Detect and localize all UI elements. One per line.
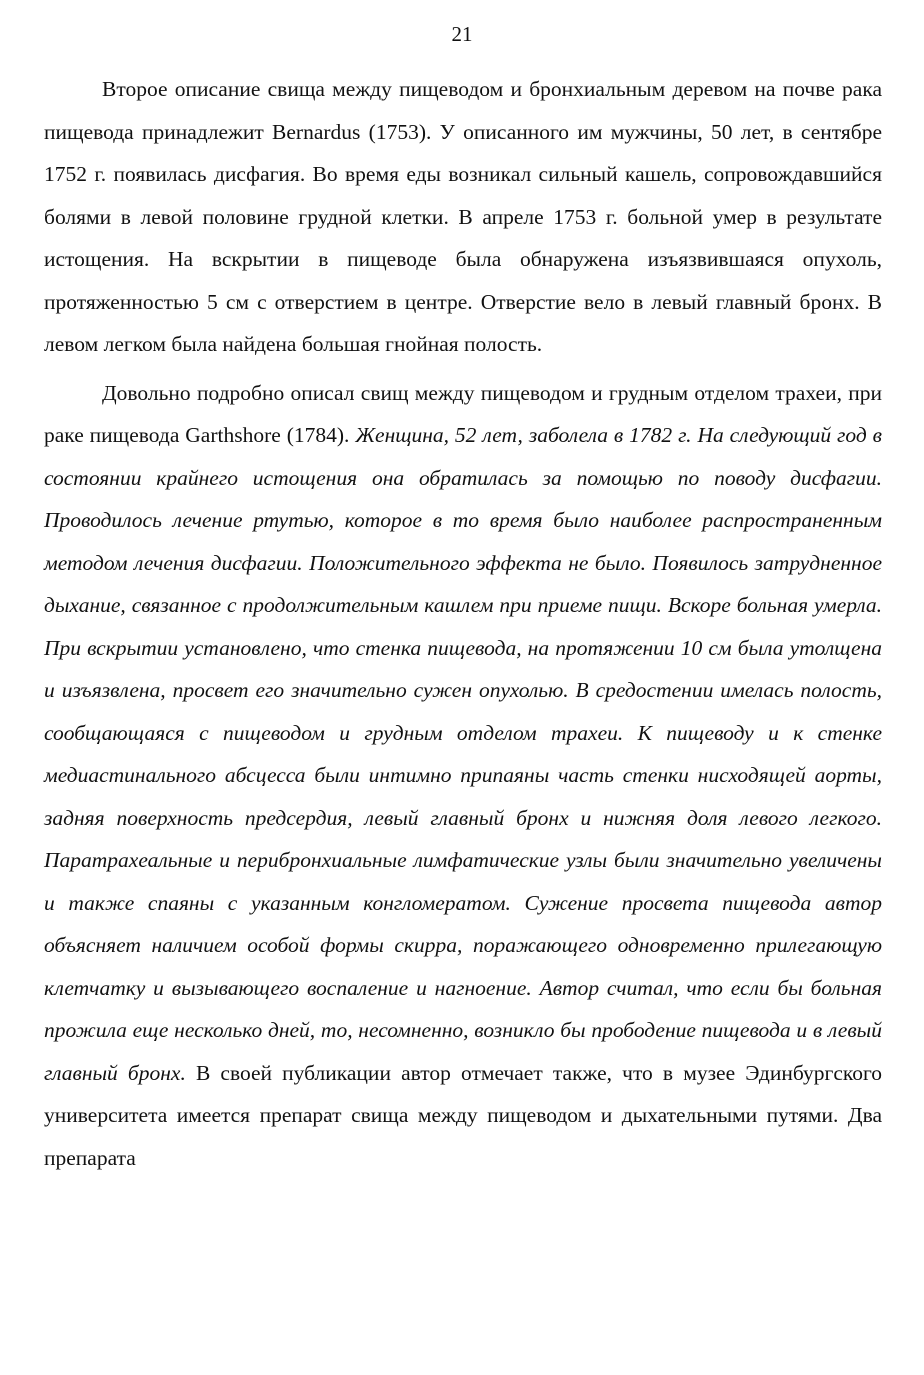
- paragraph-text: Довольно подробно описал свищ между пищеводом и грудным отделом трахеи, при раке пищевода Garthshore (1784).: [44, 380, 882, 447]
- paragraph-text: Второе описание свища между пищеводом и бронхиальным деревом на почве рака пищевода принадлежит Bernardus (1753). У описанного им мужчины, 50 лет, в сентябре 1752 г. появилась дисфагия. Во время еды возникал сильный кашель, сопровождавшийся болями в левой половине грудной клетки. В апреле 1753 г. больной умер в результате истощения. На вскрытии в пищеводе была обнаружена изъязвившаяся опухоль, протяженностью 5 см с отверстием в центре. Отверстие вело в левый главный бронх. В левом легком была найдена большая гнойная полость.: [44, 77, 882, 356]
- page-number: 21: [451, 22, 473, 46]
- paragraph-bernardus: [44, 68, 882, 366]
- case-description-italic: Женщина, 52 лет, заболела в 1782 г. На следующий год в состоянии крайнего истощения она обратилась за помощью по поводу дисфагии. Проводилось лечение ртутью, которое в то время было наиболее распространенным методом лечения дисфагии. Положительного эффекта не было. Появилось затрудненное дыхание, связанное с продолжительным кашлем при приеме пищи. Вскоре больная умерла. При вскрытии установлено, что стенка пищевода, на протяжении 10 см была утолщена и изъязвлена, просвет его значительно сужен опухолью. В средостении имелась полость, сообщающаяся с пищеводом и грудным отделом трахеи. К пищеводу и к стенке медиастинального абсцесса были интимно припаяны часть стенки нисходящей аорты, задняя поверхность предсердия, левый главный бронх и нижняя доля левого легкого. Паратрахеальные и перибронхиальные лимфатические узлы были значительно увеличены и также спаяны с указанным конгломератом. Сужение просвета пищевода автор объясняет наличием особой формы скирра, поражающего одновременно прилегающую клетчатку и вызывающего воспаление и нагноение. Автор считал, что если бы больная прожила еще несколько дней, то, несомненно, возникло бы прободение пищевода и в левый главный бронх.: [44, 423, 882, 1085]
- body-text: [44, 68, 882, 1179]
- paragraph-text-continued: В своей публикации автор отмечает также, что в музее Эдинбургского университета имеется препарат свища между пищеводом и дыхательными путями. Два препарата: [44, 1060, 882, 1170]
- paragraph-garthshore: [44, 372, 882, 1180]
